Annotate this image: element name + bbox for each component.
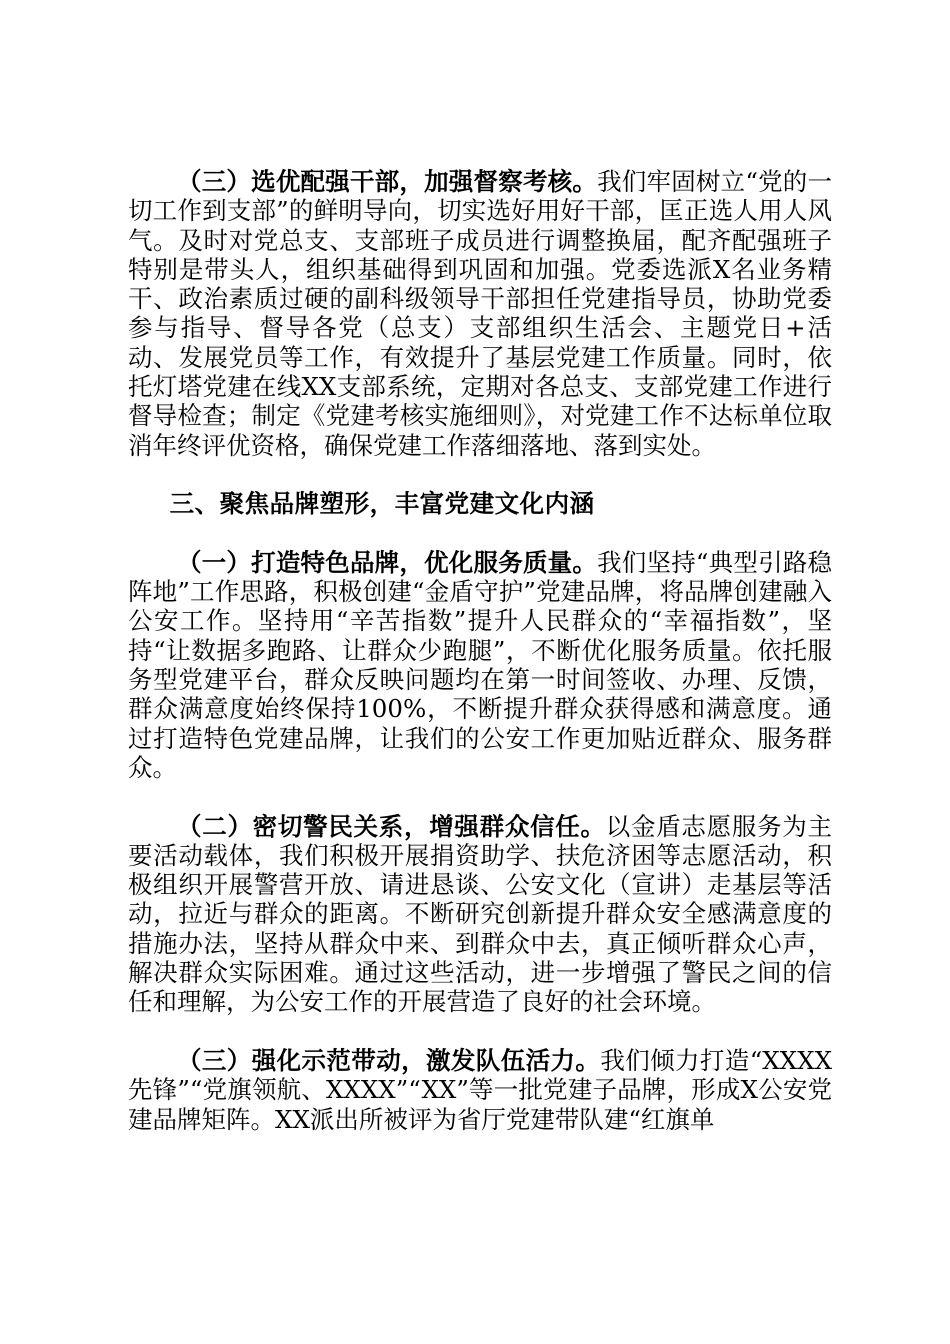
paragraph-lead: （三）强化示范带动，激发队伍活力。 xyxy=(177,1045,601,1075)
section-heading: 三、聚焦品牌塑形，丰富党建文化内涵 xyxy=(169,489,595,519)
paragraph-body: 我们牢固树立“党的一切工作到支部”的鲜明导向，切实选好用好干部，匡正选人用人风气。及时对党总支、支部班子成员进行调整换届，配齐配强班子特别是带头人，组织基础得到巩固和加强。党委选派X名业务精干、政治素质过硬的副科级领导干部担任党建指导员，协助党委参与指导、督导各党（总支）支部组织生活会、主题党日+活动、发展党员等工作，有效提升了基层党建工作质量。同时，依托灯塔党建在线XX支部系统，定期对各总支、支部党建工作进行督导检查；制定《党建考核实施细则》，对党建工作不达标单位取消年终评优资格，确保党建工作落细落地、落到实处。 xyxy=(128,167,832,460)
document-page xyxy=(128,167,832,1134)
paragraph-lead: （三）选优配强干部，加强督察考核。 xyxy=(177,167,598,196)
paragraph-body: 我们坚持“典型引路稳阵地”工作思路，积极创建“金盾守护”党建品牌，将品牌创建融入公安工作。坚持用“辛苦指数”提升人民群众的“幸福指数”，坚持“让数据多跑路、让群众少跑腿”，不断优化服务质量。依托服务型党建平台，群众反映问题均在第一时间签收、办理、反馈，群众满意度始终保持100%，不断提升群众获得感和满意度。通过打造特色党建品牌，让我们的公安工作更加贴近群众、服务群众。 xyxy=(128,547,832,782)
paragraph-demonstration xyxy=(128,1046,832,1134)
paragraph-lead: （一）打造特色品牌，优化服务质量。 xyxy=(177,547,598,577)
paragraph-lead: （二）密切警民关系，增强群众信任。 xyxy=(177,811,606,841)
paragraph-cadre-selection xyxy=(128,167,832,460)
paragraph-body: 以金盾志愿服务为主要活动载体，我们积极开展捐资助学、扶危济困等志愿活动，积极组织开展警营开放、请进恳谈、公安文化（宣讲）走基层等活动，拉近与群众的距离。不断研究创新提升群众安全感满意度的措施办法，坚持从群众中来、到群众中去，真正倾听群众心声，解决群众实际困难。通过这些活动，进一步增强了警民之间的信任和理解，为公安工作的开展营造了良好的社会环境。 xyxy=(128,811,833,1017)
paragraph-brand-building xyxy=(128,548,832,782)
paragraph-police-community xyxy=(128,812,832,1017)
paragraph-body: 我们倾力打造“XXXX先锋”“党旗领航、XXXX”“XX”等一批党建子品牌，形成X公安党建品牌矩阵。XX派出所被评为省厅党建带队建“红旗单 xyxy=(128,1045,833,1134)
